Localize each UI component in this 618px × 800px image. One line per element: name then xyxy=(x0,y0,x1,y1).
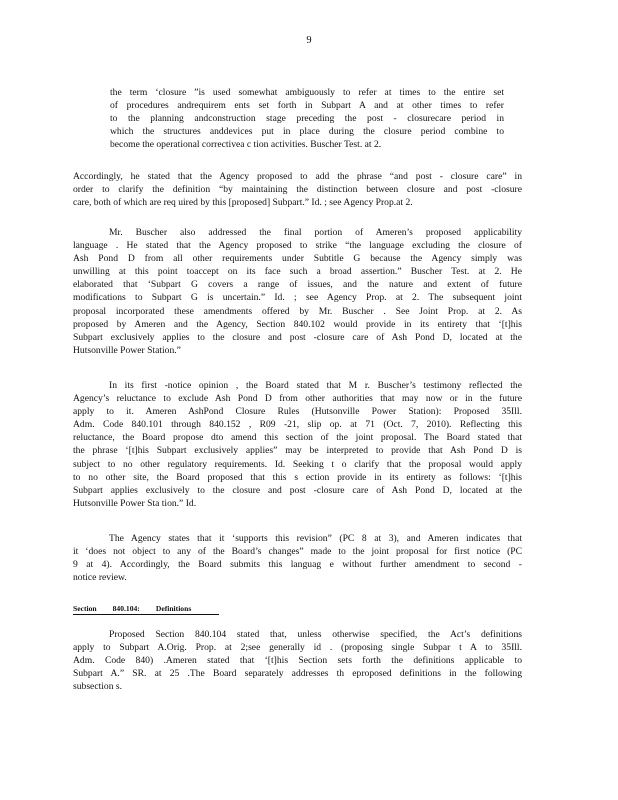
page-number: 9 xyxy=(306,35,312,46)
text-line: The Agency states that it ‘supports this revision” (PC 8 at 3), and Ameren indicates that xyxy=(109,533,522,544)
text-line: 9 at 4). Accordingly, the Board submits this languag e without further amendment to second - xyxy=(73,559,522,571)
text-line: Agency’s reluctance to exclude Ash Pond D from other authorities that may now or in the future xyxy=(73,393,522,405)
text-line: order to clarify the definition “by maintaining the distinction between closure and post -closure xyxy=(73,184,522,196)
text-line: proposed by Ameren and the Agency, Section 840.102 would provide in its entirety that ‘[t]his xyxy=(73,318,522,330)
paragraph xyxy=(73,226,522,357)
text-line: the term ‘closure ”is used somewhat ambiguously to refer at times to the entire set xyxy=(110,87,504,98)
text-line: Hutsonville Power Station.” xyxy=(73,344,181,356)
text-line: Proposed Section 840.104 stated that, unless otherwise specified, the Act’s definitions xyxy=(109,629,522,640)
block-quote xyxy=(110,86,504,151)
text-line: to no other site, the Board proposed that this s ection provide in its entirety as follows: ‘[t]his xyxy=(73,471,522,483)
text-line: proposal incorporated these amendments offered by Mr. Buscher . See Joint Prop. at 2. As xyxy=(73,305,522,317)
paragraph xyxy=(73,532,522,584)
text-line: modifications to Subpart G is uncertain.” Id. ; see Agency Prop. at 2. The subsequent joint xyxy=(73,292,522,304)
text-line: apply to Subpart A.Orig. Prop. at 2;see generally id . (proposing single Subpar t A to 35Ill. xyxy=(73,642,522,654)
text-line: reluctance, the Board propose dto amend this section of the joint proposal. The Board stated that xyxy=(73,432,522,444)
text-line: Mr. Buscher also addressed the final portion of Ameren’s proposed applicability xyxy=(109,227,522,238)
text-line: subsection s. xyxy=(73,681,123,693)
section-title: Definitions xyxy=(155,604,192,613)
text-line: elaborated that ‘Subpart G covers a range of issues, and the nature and extent of future xyxy=(73,279,522,291)
section-heading xyxy=(73,604,219,615)
text-line: Accordingly, he stated that the Agency proposed to add the phrase “and post - closure care” in xyxy=(73,171,522,182)
text-line: Subpart exclusively applies to the closure and post -closure care of Ash Pond D, located at the xyxy=(73,331,522,343)
text-line: to the planning andconstruction stage preceding the post - closurecare period in xyxy=(110,113,504,125)
text-line: Subpart applies exclusively to the closure and post -closure care of Ash Pond D, located at the xyxy=(73,484,522,496)
text-line: Ash Pond D from all other requirements under Subtitle G because the Agency simply was xyxy=(73,253,522,265)
text-line: become the operational correctivea c tion activities. Buscher Test. at 2. xyxy=(110,139,382,151)
text-line: Adm. Code 840) .Ameren stated that ‘[t]his Section sets forth the definitions applicable to xyxy=(73,655,522,667)
paragraph xyxy=(73,170,522,209)
text-line: apply to it. Ameren AshPond Closure Rules (Hutsonville Power Station): Proposed 35Ill. xyxy=(73,406,522,418)
text-line: notice review. xyxy=(73,572,127,584)
text-line: unwilling at this point toaccept on its face such a broad assertion.” Buscher Test. at 2. He xyxy=(73,266,522,278)
text-line: Hutsonville Power Sta tion.” Id. xyxy=(73,497,197,509)
text-line: of procedures andrequirem ents set forth in Subpart A and at other times to refer xyxy=(110,100,504,112)
text-line: which the structures anddevices put in place during the closure period combine to xyxy=(110,126,504,138)
text-line: subject to no other regulatory requirements. Id. Seeking t o clarify that the proposal would apply xyxy=(73,458,522,470)
text-line: the phrase ‘[t]his Subpart exclusively applies” may be interpreted to provide that Ash Pond D is xyxy=(73,445,522,457)
text-line: Adm. Code 840.101 through 840.152 , R09 -21, slip op. at 71 (Oct. 7, 2010). Reflecting this xyxy=(73,419,522,431)
text-line: In its first -notice opinion , the Board stated that M r. Buscher’s testimony reflected the xyxy=(109,380,522,391)
paragraph xyxy=(73,628,522,693)
text-line: language . He stated that the Agency proposed to strike “the language excluding the closure of xyxy=(73,240,522,252)
text-line: care, both of which are req uired by this [proposed] Subpart.” Id. ; see Agency Prop.at 2. xyxy=(73,197,413,209)
section-number: 840.104: xyxy=(112,604,140,613)
text-line: it ‘does not object to any of the Board’s changes” made to the joint proposal for first notice (PC xyxy=(73,546,522,558)
section-label: Section xyxy=(73,604,97,613)
paragraph xyxy=(73,379,522,510)
text-line: Subpart A.” SR. at 25 .The Board separately addresses th eproposed definitions in the following xyxy=(73,668,522,680)
